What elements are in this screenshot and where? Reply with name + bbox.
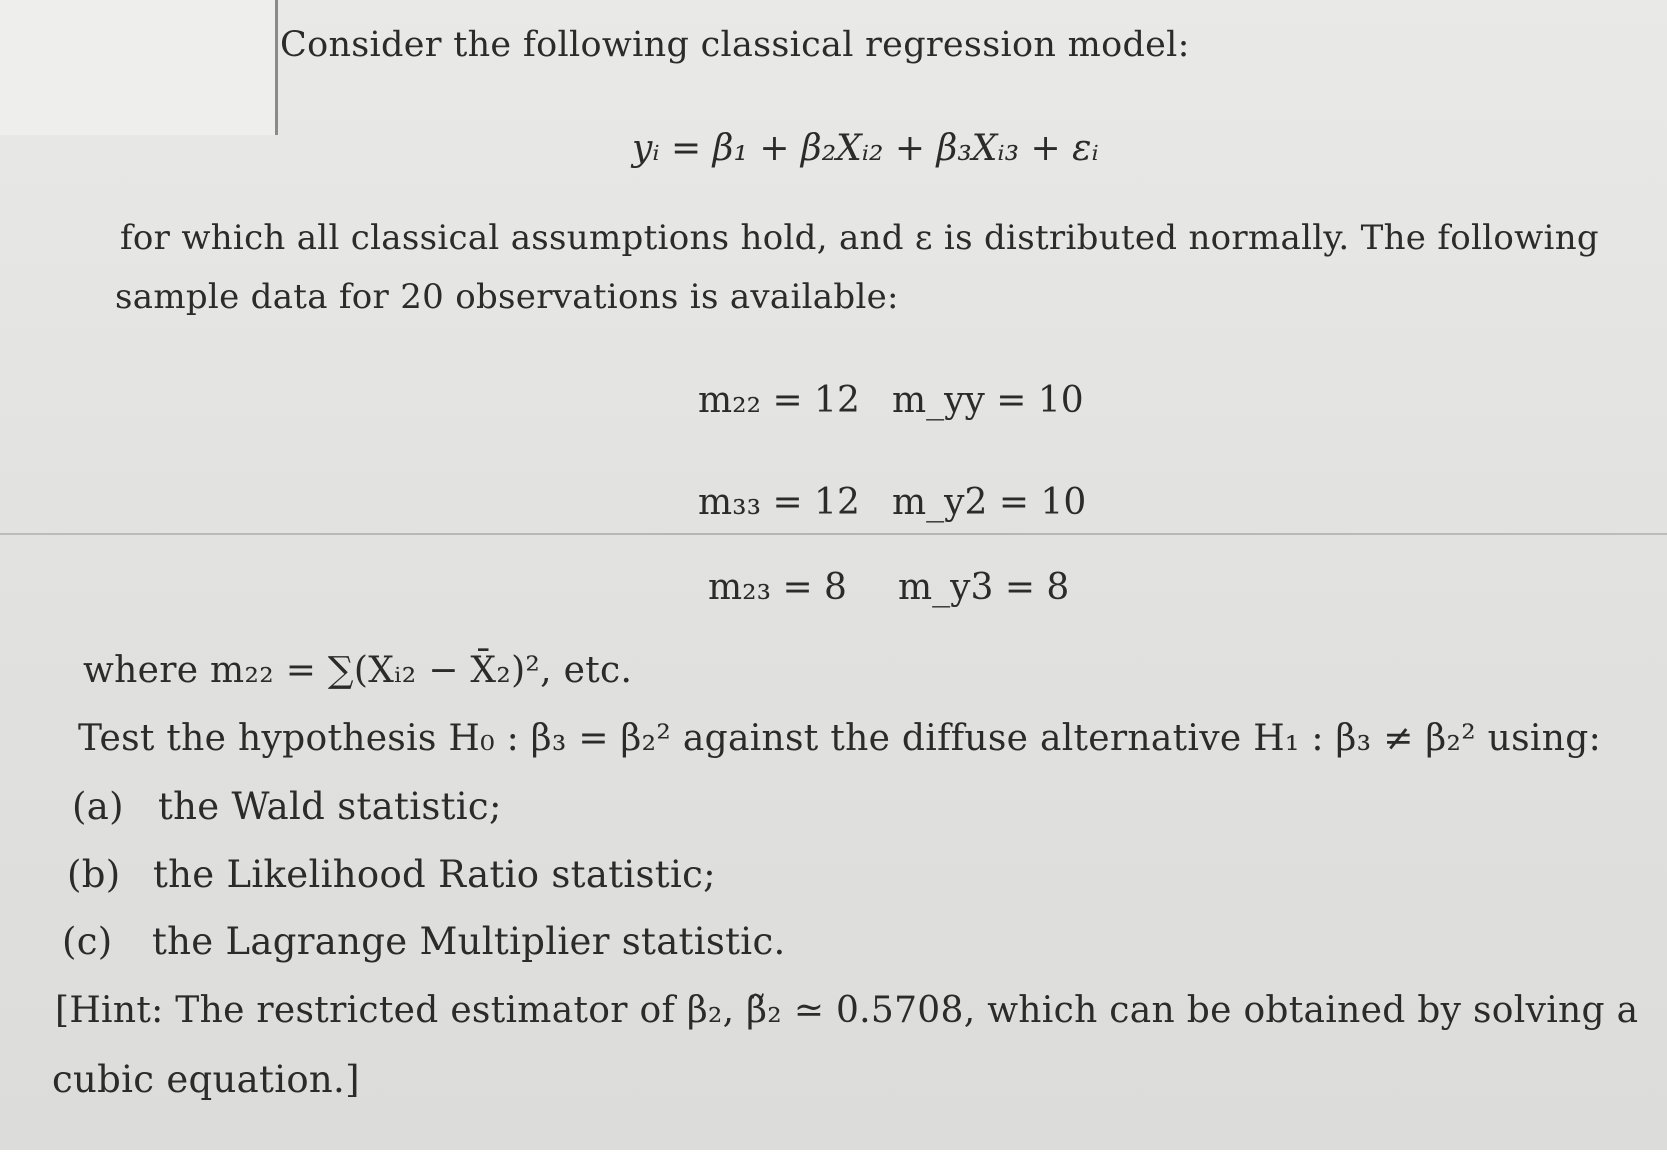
hint-line-1: [Hint: The restricted estimator of β₂, β̃₂ ≃ 0.5708, which can be obtained by solving a [55,990,1639,1031]
item-a-text: the Wald statistic; [158,785,502,828]
data-row-3-left: m₂₃ = 8 [708,567,847,608]
paper-tab [0,0,278,135]
data-row-2-left: m₃₃ = 12 [698,482,860,523]
page-bottom-edge [0,1150,1667,1166]
item-b-label: (b) [67,853,121,896]
model-equation: yᵢ = β₁ + β₂Xᵢ₂ + β₃Xᵢ₃ + εᵢ [632,128,1099,169]
item-c-label: (c) [62,920,113,963]
assumptions-line-2: sample data for 20 observations is available: [115,277,899,317]
data-row-3-right: m_y3 = 8 [898,567,1070,608]
data-row-1-right: m_yy = 10 [892,380,1084,421]
task-text: Test the hypothesis H₀ : β₃ = β₂² against the diffuse alternative H₁ : β₃ ≠ β₂² using: [78,718,1601,759]
item-b [67,853,716,896]
paper-fold [0,533,1667,535]
assumptions-line-1: for which all classical assumptions hold, and ε is distributed normally. The following [120,218,1599,258]
data-row-1-left: m₂₂ = 12 [698,380,860,421]
item-b-text: the Likelihood Ratio statistic; [153,853,716,896]
intro-text: Consider the following classical regression model: [280,25,1190,65]
item-a [72,785,502,828]
data-row-2-right: m_y2 = 10 [892,482,1087,523]
definition-text: where m₂₂ = ∑(Xᵢ₂ − X̄₂)², etc. [83,650,633,691]
item-c-text: the Lagrange Multiplier statistic. [152,920,786,963]
item-c [62,920,786,963]
item-a-label: (a) [72,785,124,828]
hint-line-2: cubic equation.] [52,1058,360,1101]
